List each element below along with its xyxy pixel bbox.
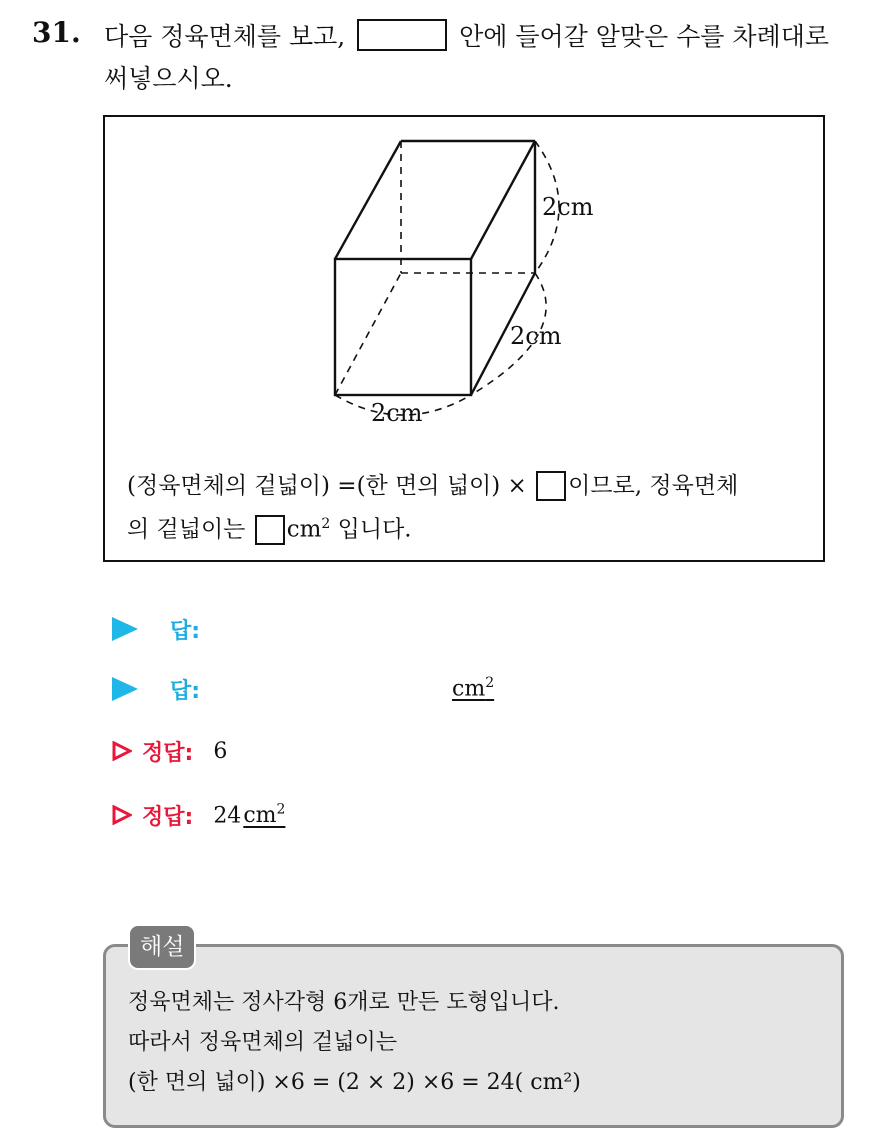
answer-row-2 [112, 669, 200, 709]
edge-label-height: 2cm [542, 193, 594, 221]
answer-unit [452, 675, 494, 701]
cube-hidden-edge [335, 273, 401, 395]
question-number: 31. [32, 16, 81, 49]
red-outline-triangle-icon [112, 805, 132, 825]
blue-triangle-icon [112, 677, 138, 701]
question-text-start: 다음 정육면체를 보고, [104, 22, 346, 51]
correct-row-2 [112, 795, 285, 835]
answer-unit-text: cm [452, 676, 486, 702]
blue-triangle-icon [112, 617, 138, 641]
answer-row-1 [112, 609, 200, 649]
correct-value-number: 6 [213, 738, 228, 764]
correct-label: 정답: [142, 740, 194, 766]
cube-front-face [335, 259, 471, 395]
correct-row-1 [112, 731, 227, 771]
formula-part1: (정육면체의 겉넓이) =(한 면의 넓이) × [127, 473, 527, 499]
formula-part2: 이므로, 정육면체 [568, 473, 739, 499]
explanation-text [128, 983, 581, 1103]
explanation-line-2: 따라서 정육면체의 겉넓이는 [128, 1030, 398, 1055]
cube-diagram [105, 117, 827, 447]
question-text-end: 안에 들어갈 알맞은 수를 차례대로 [459, 22, 829, 51]
cube-edge [471, 141, 535, 259]
correct-unit-sup: 2 [276, 801, 286, 818]
correct-label: 정답: [142, 804, 194, 830]
blank-box-1 [536, 471, 566, 501]
answer-label: 답: [170, 618, 201, 644]
explanation-line-1: 정육면체는 정사각형 6개로 만든 도형입니다. [128, 990, 560, 1015]
formula-unit: cm [286, 516, 322, 543]
blank-box-symbol [357, 19, 447, 51]
correct-value [213, 802, 285, 828]
explanation-box [103, 944, 844, 1128]
formula-end: 입니다. [337, 516, 412, 543]
correct-value-unit [243, 803, 285, 828]
explanation-line-3: (한 면의 넓이) ×6 = (2 × 2) ×6 = 24( cm²) [128, 1070, 581, 1095]
formula-sup: 2 [321, 516, 331, 532]
answer-label: 답: [170, 678, 201, 704]
answer-unit-sup: 2 [485, 675, 495, 691]
formula-text [127, 467, 817, 549]
red-outline-triangle-icon [112, 741, 132, 761]
cube-edge [335, 141, 401, 259]
explanation-tag: 해설 [128, 924, 196, 970]
correct-value [213, 739, 227, 764]
formula-part3: 의 겉넓이는 [127, 516, 246, 543]
question-text-line2: 써넣으시오. [104, 64, 233, 93]
correct-value-number: 24 [213, 803, 242, 829]
question-text [104, 16, 864, 100]
edge-label-depth: 2cm [510, 322, 562, 350]
edge-label-width: 2cm [371, 399, 423, 427]
figure-box [103, 115, 825, 562]
correct-unit-text: cm [243, 803, 277, 829]
blank-box-2 [255, 515, 285, 545]
